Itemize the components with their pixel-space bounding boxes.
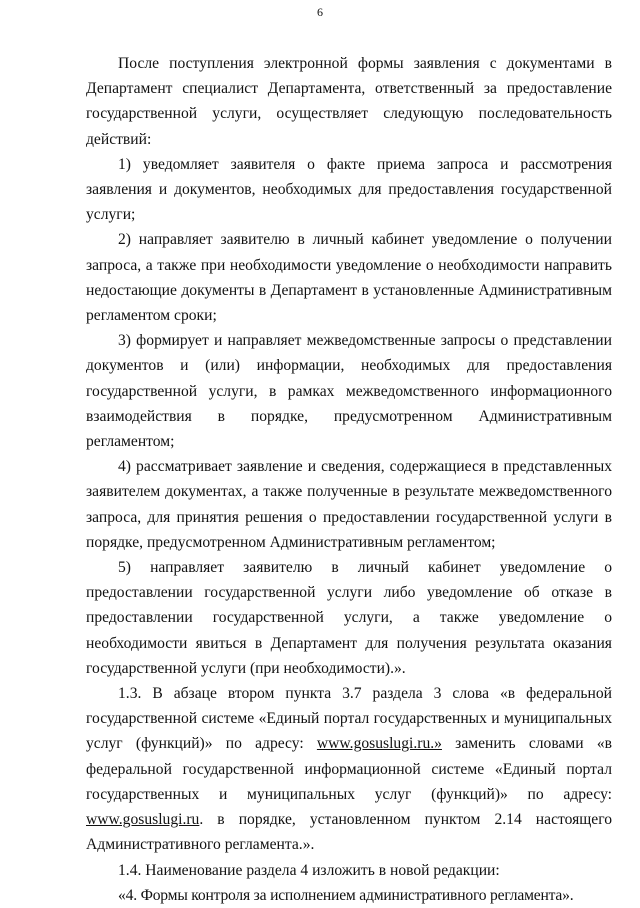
list-item-3: 3) формирует и направляет межведомственные запросы о представлении документов и (или) информации, необходимых для предоставления государственной услуги, в рамках межведомственного информационного взаимодействия в порядке, предусмотренном Административным регламентом; [86,332,612,451]
list-item-2: 2) направляет заявителю в личный кабинет уведомление о получении запроса, а также при необходимости уведомление о необходимости направить недостающие документы в Департамент в установленные Административным регламентом сроки; [86,231,612,325]
list-item-1: 1) уведомляет заявителя о факте приема запроса и рассмотрения заявления и документов, необходимых для предоставления государственной услуги; [86,155,612,224]
page-number: 6 [317,5,323,19]
gosuslugi-link-old[interactable]: www.gosuslugi.ru.» [316,735,442,753]
intro-paragraph: После поступления электронной формы заявления с документами в Департамент специалист Департамента, ответственный за предоставление государственной услуги, осуществляет следующую последовательность действий: [86,55,612,148]
section-4-title: «4. Формы контроля за исполнением административного регламента». [118,886,574,904]
paragraph-1-3-text-c: . в порядке, установленном пунктом 2.14 настоящего Административного регламента.». [86,811,612,854]
paragraph-1-4: 1.4. Наименование раздела 4 изложить в новой редакции: [118,861,500,879]
list-item-5: 5) направляет заявителю в личный кабинет уведомление о предоставлении государственной услуги либо уведомление об отказе в предоставлении государственной услуги, а также уведомление о необходимости явиться в Департамент для получения результата оказания государственной услуги (при необходимости).». [86,559,612,677]
paragraph-1-3-text-b: заменить словами «в федеральной государственной информационной системе «Единый портал государственных и муниципальных услуг (функций)» по адресу: [86,735,612,803]
document-body [86,51,612,908]
paragraph-1-3 [86,681,612,857]
list-item-4: 4) рассматривает заявление и сведения, содержащиеся в представленных заявителем документах, а также полученные в результате межведомственного запроса, для принятия решения о предоставлении государственной услуги в порядке, предусмотренном Административным регламентом; [86,458,612,551]
paragraph-1-3-text-a: 1.3. В абзаце втором пункта 3.7 раздела 3 слова «в федеральной государственной системе «Единый портал государственных и муниципальных услуг (функций)» по адресу: [86,685,612,753]
gosuslugi-link-new[interactable]: www.gosuslugi.ru [86,811,200,829]
